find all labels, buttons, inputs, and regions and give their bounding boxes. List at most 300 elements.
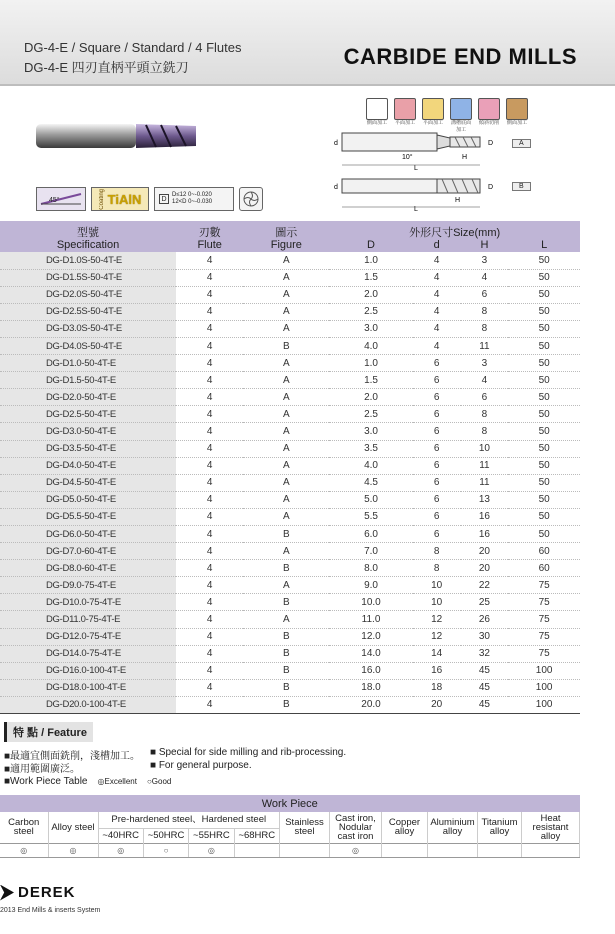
coating-badge: Coating TiAlN <box>91 187 149 211</box>
col-d-header: d <box>413 239 461 252</box>
suitability-mark <box>234 843 279 857</box>
table-cell: DG-D14.0-75-4T-E <box>0 645 176 662</box>
table-cell: 50 <box>508 526 580 543</box>
table-cell: DG-D3.0-50-4T-E <box>0 423 176 440</box>
table-cell: 4.0 <box>329 337 413 354</box>
table-cell: DG-D18.0-100-4T-E <box>0 679 176 696</box>
table-row <box>0 406 580 423</box>
table-cell: 11.0 <box>329 611 413 628</box>
table-cell: A <box>243 389 329 406</box>
table-cell: A <box>243 474 329 491</box>
table-cell: 2.0 <box>329 389 413 406</box>
table-cell: A <box>243 355 329 372</box>
table-cell: 13 <box>461 491 509 508</box>
table-cell: 5.0 <box>329 491 413 508</box>
table-cell: DG-D3.5-50-4T-E <box>0 440 176 457</box>
size-header: 外形尺寸Size(mm) <box>329 221 580 239</box>
table-cell: DG-D7.0-60-4T-E <box>0 543 176 560</box>
table-cell: B <box>243 645 329 662</box>
table-cell: 12.0 <box>329 628 413 645</box>
table-row <box>0 577 580 594</box>
table-cell: A <box>243 372 329 389</box>
table-cell: 10 <box>413 577 461 594</box>
table-cell: 4 <box>176 696 243 713</box>
table-cell: 50 <box>508 406 580 423</box>
suitability-mark <box>428 843 478 857</box>
table-cell: A <box>243 457 329 474</box>
suitability-mark: ◎ <box>48 843 98 857</box>
profile-icon <box>450 98 472 120</box>
spec-badges <box>36 187 263 211</box>
table-cell: 4 <box>413 337 461 354</box>
app-icon-6: 側面加工 <box>506 98 528 134</box>
table-cell: 4 <box>176 269 243 286</box>
table-cell: 2.0 <box>329 286 413 303</box>
table-cell: 8 <box>413 560 461 577</box>
table-cell: 4 <box>176 406 243 423</box>
legend-excellent: ◎Excellent <box>97 777 137 786</box>
suitability-mark: ○ <box>143 843 188 857</box>
table-cell: 50 <box>508 491 580 508</box>
suitability-mark <box>522 843 580 857</box>
table-cell: DG-D4.5-50-4T-E <box>0 474 176 491</box>
table-cell: 6 <box>413 355 461 372</box>
cat-copper: Copper alloy <box>382 812 428 843</box>
col-L-header: L <box>508 239 580 252</box>
table-cell: A <box>243 508 329 525</box>
helix-angle-badge <box>36 187 86 211</box>
table-cell: DG-D5.0-50-4T-E <box>0 491 176 508</box>
svg-text:L: L <box>414 165 418 172</box>
table-cell: 4 <box>176 543 243 560</box>
table-cell: 12 <box>413 628 461 645</box>
table-cell: 50 <box>508 320 580 337</box>
specification-table <box>0 221 580 714</box>
app-icon-5: 傾斜切削 <box>478 98 500 134</box>
table-cell: DG-D1.5-50-4T-E <box>0 372 176 389</box>
table-cell: 25 <box>461 594 509 611</box>
hrc-55: ~55HRC <box>189 828 234 843</box>
svg-text:D: D <box>488 184 494 191</box>
table-cell: DG-D9.0-75-4T-E <box>0 577 176 594</box>
table-cell: 22 <box>461 577 509 594</box>
table-cell: 100 <box>508 662 580 679</box>
table-cell: A <box>243 252 329 269</box>
table-cell: 4 <box>176 577 243 594</box>
table-cell: 75 <box>508 577 580 594</box>
table-cell: 3 <box>461 252 509 269</box>
slotting-icon <box>394 98 416 120</box>
table-cell: DG-D2.5S-50-4T-E <box>0 303 176 320</box>
table-cell: 4 <box>176 286 243 303</box>
table-cell: 50 <box>508 355 580 372</box>
table-row <box>0 269 580 286</box>
work-piece-header: Work Piece <box>0 795 580 812</box>
table-cell: 50 <box>508 372 580 389</box>
table-cell: 8 <box>461 406 509 423</box>
cat-stainless: Stainless steel <box>280 812 330 843</box>
suitability-mark: ◎ <box>189 843 234 857</box>
table-cell: 4.0 <box>329 457 413 474</box>
table-row <box>0 440 580 457</box>
table-cell: 8 <box>461 303 509 320</box>
table-cell: 4 <box>176 320 243 337</box>
table-cell: 4 <box>176 611 243 628</box>
cat-carbon-steel: Carbon steel <box>0 812 48 843</box>
table-cell: 4 <box>176 423 243 440</box>
table-cell: 6 <box>413 474 461 491</box>
table-row <box>0 662 580 679</box>
work-piece-legend <box>4 776 171 787</box>
table-cell: 7.0 <box>329 543 413 560</box>
table-cell: 4 <box>176 372 243 389</box>
work-piece-legend-title: ■Work Piece Table <box>4 776 88 787</box>
table-cell: 1.5 <box>329 269 413 286</box>
suitability-mark: ◎ <box>330 843 382 857</box>
table-cell: 11 <box>461 457 509 474</box>
table-cell: DG-D4.0-50-4T-E <box>0 457 176 474</box>
table-cell: 10.0 <box>329 594 413 611</box>
table-cell: 4 <box>176 645 243 662</box>
legend-good: ○Good <box>146 777 172 786</box>
svg-text:d: d <box>334 140 338 147</box>
table-cell: 4 <box>176 628 243 645</box>
plunge-icon <box>506 98 528 120</box>
table-cell: 4.5 <box>329 474 413 491</box>
table-cell: 16.0 <box>329 662 413 679</box>
suitability-mark <box>478 843 522 857</box>
table-cell: A <box>243 491 329 508</box>
helix-angle-icon <box>39 190 83 208</box>
table-cell: A <box>243 423 329 440</box>
table-cell: 50 <box>508 440 580 457</box>
side-milling-icon <box>366 98 388 120</box>
table-cell: 6.0 <box>329 526 413 543</box>
table-cell: 6 <box>413 406 461 423</box>
table-cell: 4 <box>413 320 461 337</box>
table-cell: 9.0 <box>329 577 413 594</box>
cat-aluminium: Aluminium alloy <box>428 812 478 843</box>
product-images <box>0 92 615 220</box>
table-cell: 32 <box>461 645 509 662</box>
table-cell: 4 <box>413 303 461 320</box>
table-cell: 4 <box>176 560 243 577</box>
table-row <box>0 320 580 337</box>
work-piece-table <box>0 795 580 858</box>
table-cell: 45 <box>461 696 509 713</box>
slot-icon <box>422 98 444 120</box>
table-cell: 10 <box>413 594 461 611</box>
four-flutes-icon <box>239 187 263 211</box>
table-cell: 6 <box>461 389 509 406</box>
spec-header-en: Specification <box>0 239 176 252</box>
table-cell: A <box>243 269 329 286</box>
subtitle-en: DG-4-E / Square / Standard / 4 Flutes <box>24 40 242 55</box>
table-cell: 18 <box>413 679 461 696</box>
table-row <box>0 508 580 525</box>
svg-text:d: d <box>334 184 338 191</box>
page-title: CARBIDE END MILLS <box>343 44 577 69</box>
table-cell: A <box>243 543 329 560</box>
table-cell: 8 <box>461 320 509 337</box>
svg-text:H: H <box>455 197 461 204</box>
table-cell: A <box>243 320 329 337</box>
svg-text:45°: 45° <box>49 197 60 204</box>
table-cell: 3.0 <box>329 423 413 440</box>
table-cell: 4 <box>176 355 243 372</box>
table-cell: 4 <box>176 252 243 269</box>
table-cell: 4 <box>176 457 243 474</box>
subtitle-zh: DG-4-E 四刃直柄平頭立銑刀 <box>24 60 189 75</box>
table-row <box>0 696 580 713</box>
table-cell: 4 <box>176 679 243 696</box>
end-mill-photo <box>36 116 206 156</box>
table-cell: 45 <box>461 662 509 679</box>
table-cell: 16 <box>413 662 461 679</box>
table-cell: 50 <box>508 337 580 354</box>
table-cell: 50 <box>508 474 580 491</box>
table-cell: 4 <box>176 474 243 491</box>
table-cell: 4 <box>176 389 243 406</box>
table-cell: A <box>243 611 329 628</box>
table-row <box>0 355 580 372</box>
app-icon-3: 平面加工 <box>422 98 444 134</box>
suitability-mark <box>280 843 330 857</box>
hrc-50: ~50HRC <box>143 828 188 843</box>
catalog-subtitle: 2013 End Mills & inserts System <box>0 907 101 914</box>
table-cell: 4 <box>176 526 243 543</box>
table-cell: 11 <box>461 474 509 491</box>
table-cell: 18.0 <box>329 679 413 696</box>
table-row <box>0 303 580 320</box>
col-H-header: H <box>461 239 509 252</box>
table-row <box>0 645 580 662</box>
table-row <box>0 252 580 269</box>
table-cell: 3.5 <box>329 440 413 457</box>
cat-prehardened: Pre-hardened steel、Hardened steel <box>98 812 280 828</box>
table-cell: DG-D6.0-50-4T-E <box>0 526 176 543</box>
table-cell: 50 <box>508 508 580 525</box>
table-cell: 4 <box>413 252 461 269</box>
table-cell: B <box>243 560 329 577</box>
table-cell: 8.0 <box>329 560 413 577</box>
cat-alloy-steel: Alloy steel <box>48 812 98 843</box>
figure-a-label: A <box>512 139 531 148</box>
flute-header-zh: 刃數 <box>176 221 243 239</box>
table-cell: 1.5 <box>329 372 413 389</box>
table-cell: 30 <box>461 628 509 645</box>
table-cell: 100 <box>508 679 580 696</box>
table-cell: DG-D4.0S-50-4T-E <box>0 337 176 354</box>
table-cell: 26 <box>461 611 509 628</box>
table-cell: A <box>243 286 329 303</box>
table-cell: B <box>243 696 329 713</box>
flute-header-en: Flute <box>176 239 243 252</box>
table-row <box>0 474 580 491</box>
work-piece-marks <box>0 843 580 857</box>
app-icon-1: 側面加工 <box>366 98 388 134</box>
table-cell: 16 <box>461 526 509 543</box>
table-cell: 16 <box>461 508 509 525</box>
table-cell: 3 <box>461 355 509 372</box>
feature-title: 特 點 / Feature <box>4 722 93 742</box>
cat-titanium: Titanium alloy <box>478 812 522 843</box>
hrc-68: ~68HRC <box>234 828 279 843</box>
table-cell: 20 <box>413 696 461 713</box>
table-row <box>0 457 580 474</box>
table-row <box>0 389 580 406</box>
table-cell: B <box>243 526 329 543</box>
table-cell: 4 <box>176 337 243 354</box>
app-icon-2: 平面加工 <box>394 98 416 134</box>
table-cell: 50 <box>508 457 580 474</box>
table-cell: DG-D16.0-100-4T-E <box>0 662 176 679</box>
table-cell: 75 <box>508 611 580 628</box>
table-cell: 50 <box>508 303 580 320</box>
table-cell: 100 <box>508 696 580 713</box>
table-cell: 4 <box>461 372 509 389</box>
col-D-header: D <box>329 239 413 252</box>
svg-text:10°: 10° <box>402 154 413 161</box>
feature-zh-2: ■適用範圍廣泛。 <box>4 764 81 775</box>
table-cell: 6 <box>413 508 461 525</box>
table-row <box>0 594 580 611</box>
table-cell: B <box>243 662 329 679</box>
table-cell: DG-D20.0-100-4T-E <box>0 696 176 713</box>
suitability-mark <box>382 843 428 857</box>
table-cell: 14 <box>413 645 461 662</box>
table-cell: DG-D2.0S-50-4T-E <box>0 286 176 303</box>
table-cell: 75 <box>508 594 580 611</box>
table-cell: 14.0 <box>329 645 413 662</box>
table-cell: DG-D2.0-50-4T-E <box>0 389 176 406</box>
table-row <box>0 337 580 354</box>
table-row <box>0 628 580 645</box>
coating-value: TiAlN <box>107 191 142 207</box>
table-cell: 50 <box>508 423 580 440</box>
specification-rows <box>0 252 580 714</box>
table-cell: 12 <box>413 611 461 628</box>
svg-text:L: L <box>414 206 418 213</box>
ramping-icon <box>478 98 500 120</box>
table-cell: 2.5 <box>329 303 413 320</box>
table-cell: A <box>243 440 329 457</box>
table-cell: DG-D10.0-75-4T-E <box>0 594 176 611</box>
table-cell: A <box>243 303 329 320</box>
table-cell: 4 <box>461 269 509 286</box>
figure-header-zh: 圖示 <box>243 221 329 239</box>
figure-b-label: B <box>512 182 531 191</box>
table-cell: B <box>243 679 329 696</box>
table-cell: DG-D1.0S-50-4T-E <box>0 252 176 269</box>
table-cell: 8 <box>413 543 461 560</box>
hrc-40: ~40HRC <box>98 828 143 843</box>
table-cell: 11 <box>461 337 509 354</box>
table-cell: 50 <box>508 286 580 303</box>
suitability-mark: ◎ <box>0 843 48 857</box>
table-cell: 20.0 <box>329 696 413 713</box>
table-row <box>0 372 580 389</box>
table-cell: 3.0 <box>329 320 413 337</box>
table-cell: 20 <box>461 543 509 560</box>
table-row <box>0 491 580 508</box>
table-row <box>0 526 580 543</box>
table-cell: DG-D5.5-50-4T-E <box>0 508 176 525</box>
table-cell: 50 <box>508 389 580 406</box>
table-cell: A <box>243 577 329 594</box>
table-row <box>0 560 580 577</box>
tolerance-badge: D D≤12 0~-0.020 12<D 0~-0.030 <box>154 187 234 211</box>
table-cell: 75 <box>508 645 580 662</box>
svg-text:H: H <box>462 154 468 161</box>
feature-zh-1: ■最適宜側面銑削，淺槽加工。 <box>4 751 141 762</box>
table-cell: B <box>243 337 329 354</box>
table-cell: 6 <box>413 491 461 508</box>
table-cell: B <box>243 594 329 611</box>
brand-name: DEREK <box>18 884 76 901</box>
table-cell: 20 <box>461 560 509 577</box>
table-cell: 4 <box>176 508 243 525</box>
table-cell: 75 <box>508 628 580 645</box>
table-cell: 1.0 <box>329 355 413 372</box>
table-cell: 4 <box>176 662 243 679</box>
table-cell: 8 <box>461 423 509 440</box>
table-cell: DG-D12.0-75-4T-E <box>0 628 176 645</box>
table-cell: 6 <box>413 372 461 389</box>
cat-heat-resistant: Heat resistant alloy <box>522 812 580 843</box>
table-cell: DG-D1.5S-50-4T-E <box>0 269 176 286</box>
table-cell: 4 <box>413 286 461 303</box>
table-cell: 4 <box>176 440 243 457</box>
suitability-mark: ◎ <box>98 843 143 857</box>
feature-en-2: ■ For general purpose. <box>150 760 252 771</box>
table-cell: 4 <box>176 303 243 320</box>
table-cell: DG-D11.0-75-4T-E <box>0 611 176 628</box>
table-row <box>0 679 580 696</box>
table-row <box>0 543 580 560</box>
svg-text:D: D <box>488 140 494 147</box>
table-cell: DG-D8.0-60-4T-E <box>0 560 176 577</box>
table-row <box>0 611 580 628</box>
spec-header-zh: 型號 <box>0 221 176 239</box>
table-cell: 1.0 <box>329 252 413 269</box>
table-cell: 45 <box>461 679 509 696</box>
table-cell: 6 <box>413 440 461 457</box>
app-icon-4: 溝槽底面加工 <box>450 98 472 134</box>
feature-en-1: ■ Special for side milling and rib-processing. <box>150 747 347 758</box>
table-cell: 4 <box>176 594 243 611</box>
table-cell: 6 <box>413 423 461 440</box>
brand-logo <box>0 884 76 901</box>
table-cell: A <box>243 406 329 423</box>
table-cell: DG-D3.0S-50-4T-E <box>0 320 176 337</box>
table-row <box>0 286 580 303</box>
table-cell: 6 <box>413 526 461 543</box>
table-cell: 60 <box>508 543 580 560</box>
table-cell: 60 <box>508 560 580 577</box>
table-cell: 10 <box>461 440 509 457</box>
tool-dimension-drawing <box>330 129 530 214</box>
table-cell: DG-D1.0-50-4T-E <box>0 355 176 372</box>
cat-cast-iron: Cast iron, Nodular cast iron <box>330 812 382 843</box>
table-row <box>0 423 580 440</box>
table-cell: 6 <box>413 457 461 474</box>
table-cell: 6 <box>413 389 461 406</box>
table-cell: B <box>243 628 329 645</box>
figure-header-en: Figure <box>243 239 329 252</box>
table-cell: 5.5 <box>329 508 413 525</box>
table-cell: 2.5 <box>329 406 413 423</box>
